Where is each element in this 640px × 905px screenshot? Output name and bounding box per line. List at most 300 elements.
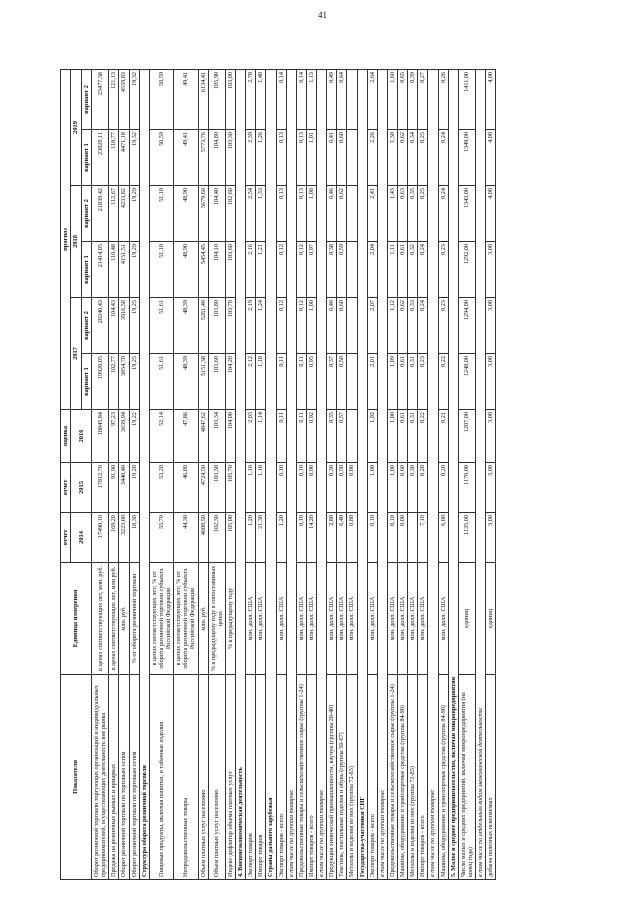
indicator-cell: Импорт товаров [256,675,266,880]
value-cell: 0,33 [408,298,418,354]
value-cell: 0,13 [276,186,286,242]
value-cell: 103,80 [208,298,225,354]
indicator-cell: Экспорт товаров [246,675,256,880]
value-cell: 1,33 [256,186,266,242]
section-row [357,69,367,879]
unit-cell: в ценах соответствующих лет, млн. руб. [92,563,109,675]
indicator-cell: Число малых и средних предприятий, включая микропредприятия (на конец года) [458,675,475,880]
value-cell: 0,12 [276,298,286,354]
value-cell: 1,10 [246,463,256,513]
value-cell [347,69,357,129]
value-cell: 0,92 [306,410,316,463]
table-row [119,69,129,879]
indicator-cell: Оборот розничной торговли по торговым сетям [119,675,129,880]
value-cell: 0,24 [438,130,448,186]
value-cell: 0,63 [398,186,408,242]
value-cell: 21414,05 [92,242,109,298]
value-cell: 0,12 [296,298,306,354]
value-cell: 47,86 [174,410,198,463]
value-cell: 0,30 [408,463,418,513]
value-cell: 4724,50 [198,463,208,513]
value-cell: 121,13 [109,69,119,129]
value-cell: 5679,60 [198,186,208,242]
value-cell: 103,60 [208,354,225,410]
value-cell: 19,20 [129,463,139,513]
value-cell: 3,00 [486,242,496,298]
value-cell [347,130,357,186]
value-cell: 0,10 [276,463,286,513]
value-cell: 19,25 [129,298,139,354]
value-cell: 103,34 [208,410,225,463]
value-cell: 44,30 [174,513,198,563]
section-row [139,69,149,879]
value-cell: 0,60 [398,463,408,513]
value-cell: 18845,84 [92,410,109,463]
indicator-cell: Оборот розничной торговли торгующих организаций и индивидуальных предпринимателей, осуществляющих деятельность вне рынка [92,675,109,880]
subheading-text: в том числе по группам товаров: [377,69,387,879]
indicator-cell: Экспорт товаров - всего [367,675,377,880]
indicator-cell: Металлы и изделия из них (группы 72-83) [347,675,357,880]
value-cell: 0,32 [408,242,418,298]
value-cell: 1,12 [387,298,397,354]
value-cell: 4,00 [486,186,496,242]
header-report-2015: отчет [61,463,71,513]
value-cell: 0,50 [337,463,347,513]
value-cell: 0,61 [398,242,408,298]
value-cell: 4,00 [486,69,496,129]
unit-cell: млн. долл. США [347,563,357,675]
value-cell: 48,39 [174,298,198,354]
value-cell: 0,31 [408,410,418,463]
indicator-cell: Металлы и изделия из них (группы 72-83) [408,675,418,880]
value-cell: 0,11 [276,410,286,463]
value-cell: 51,61 [149,298,173,354]
value-cell: 0,90 [306,463,316,513]
value-cell: 1,60 [387,69,397,129]
header-year-2019: 2019 [71,69,81,185]
section-row [266,69,276,879]
value-cell: 4233,82 [119,186,129,242]
value-cell [347,298,357,354]
table-row [92,69,109,879]
table-row [398,69,408,879]
table-row [347,69,357,879]
value-cell: 0,60 [337,130,347,186]
value-cell: 1170,00 [458,463,475,513]
unit-cell: млн. руб. [198,563,208,675]
value-cell: 2,12 [246,354,256,410]
indicator-cell: Индекс-дефлятор объема платных услуг [225,675,235,880]
value-cell: 17490,10 [92,513,109,563]
unit-cell: % к предыдущему году в сопоставимых ценах [208,563,225,675]
value-cell: 0,97 [306,242,316,298]
section-title: Структура оборота розничной торговли [139,69,149,879]
value-cell: 0,24 [438,186,448,242]
header-year-2015: 2015 [71,463,92,513]
value-cell: 104,00 [225,410,235,463]
header-year-2014: 2014 [71,513,92,563]
value-cell: 3854,70 [119,354,129,410]
value-cell: 1,00 [367,463,377,513]
value-cell: 0,59 [337,242,347,298]
section-row [448,69,458,879]
value-cell: 1,18 [256,354,266,410]
subheading-text: в том числе по группам товаров: [286,69,296,879]
section-title: Страны дальнего зарубежья [266,69,276,879]
value-cell: 102,77 [109,354,119,410]
indicator-cell: Оборот розничной торговли по торговым сетям [129,675,139,880]
value-cell: 1,11 [387,242,397,298]
table-row [408,69,418,879]
value-cell: 0,22 [438,354,448,410]
value-cell: 1,10 [256,463,266,513]
unit-cell: млн. руб. [119,563,129,675]
value-cell: 0,58 [337,354,347,410]
value-cell: 4,00 [486,130,496,186]
value-cell: 1,00 [306,298,316,354]
value-cell: 0,65 [398,69,408,129]
value-cell: 3440,40 [119,463,129,513]
value-cell: 6134,41 [198,69,208,129]
value-cell: 0,10 [367,513,377,563]
value-cell: 2,19 [246,298,256,354]
header-unit: Единица измерения [61,563,92,675]
value-cell: 2,01 [367,354,377,410]
value-cell: 0,49 [327,69,337,129]
unit-cell: млн. долл. США [256,563,266,675]
unit-cell: млн. долл. США [418,563,428,675]
value-cell: 0,13 [296,186,306,242]
unit-cell: млн. долл. США [276,563,286,675]
value-cell: 0,23 [438,298,448,354]
section-title: 5. Малое и среднее предпринимательство, включая микропредприятия [448,69,458,879]
value-cell: 0,21 [438,410,448,463]
value-cell: 0,80 [347,513,357,563]
value-cell: 105,90 [208,69,225,129]
value-cell: 104,20 [225,354,235,410]
value-cell: 5773,76 [198,130,208,186]
value-cell: 0,61 [398,410,408,463]
value-cell: 1,14 [256,410,266,463]
value-cell: 7,10 [418,513,428,563]
value-cell: 1294,00 [458,298,475,354]
value-cell: 103,00 [225,69,235,129]
indicator-cell: Машины, оборудование и транспортные средства (группы 84-90) [438,675,448,880]
table-row [337,69,347,879]
value-cell: 0,13 [296,130,306,186]
value-cell: 2,16 [246,242,256,298]
indicator-cell: Продажа на розничных рынках и ярмарках [109,675,119,880]
value-cell: 103,60 [225,242,235,298]
value-cell: 1248,00 [458,354,475,410]
value-cell: 1,01 [306,130,316,186]
value-cell: 102,60 [225,186,235,242]
value-cell: 97,23 [109,410,119,463]
value-cell: 5151,38 [198,354,208,410]
subheading-row [476,69,486,879]
value-cell: 0,25 [418,186,428,242]
unit-cell: млн. долл. США [306,563,316,675]
value-cell: 1343,00 [458,186,475,242]
section-title: 4. Внешнеэкономическая деятельность [236,69,246,879]
value-cell: 1,43 [387,186,397,242]
table-row [418,69,428,879]
table-body [92,69,496,879]
indicator-cell: Продовольственные товары и сельскохозяйственное сырье (группы 1-24) [387,675,397,880]
table-row [458,69,475,879]
value-cell: 2,78 [246,69,256,129]
value-cell: 53,20 [149,463,173,513]
unit-cell: млн. долл. США [408,563,418,675]
header-estimate: оценка [61,410,71,463]
value-cell: 4847,62 [198,410,208,463]
value-cell: 0,62 [398,130,408,186]
value-cell: 169,20 [109,513,119,563]
value-cell [408,513,418,563]
value-cell: 19920,05 [92,354,109,410]
value-cell: 0,10 [296,463,306,513]
section-row [236,69,246,879]
header-2019-var2: вариант 2 [81,69,91,129]
table-row [327,69,337,879]
header-report-2014: отчет [61,513,71,563]
value-cell: 21,30 [256,513,266,563]
value-cell: 1,20 [246,513,256,563]
value-cell: 23477,38 [92,69,109,129]
indicator-cell: Продукция химической промышленности, каучук (группы 28-40) [327,675,337,880]
value-cell: 0,22 [418,410,428,463]
value-cell: 48,39 [174,354,198,410]
value-cell: 52,14 [149,410,173,463]
unit-cell: в ценах соответствующих лет; % от оборота розничной торговли субъекта Российской Федерации [149,563,173,675]
header-year-2016: 2016 [71,410,92,463]
value-cell: 51,61 [149,354,173,410]
value-cell: 0,60 [337,298,347,354]
value-cell: 1,00 [387,410,397,463]
value-cell: 48,90 [174,186,198,242]
value-cell: 110,48 [109,242,119,298]
value-cell: 0,62 [337,186,347,242]
value-cell [347,354,357,410]
unit-cell: единиц [486,563,496,675]
table-row [109,69,119,879]
value-cell: 0,11 [296,410,306,463]
header-forecast: прогноз [61,69,71,409]
value-cell: 0,46 [327,186,337,242]
value-cell: 104,40 [208,186,225,242]
value-cell: 0,39 [408,69,418,129]
value-cell: 0,12 [276,242,286,298]
value-cell: 19,25 [129,354,139,410]
value-cell: 2,39 [246,130,256,186]
value-cell: 0,00 [398,513,408,563]
header-2019-var1: вариант 1 [81,130,91,186]
value-cell: 3,00 [486,298,496,354]
table-row [438,69,448,879]
value-cell: 0,20 [418,463,428,513]
value-cell: 14,20 [306,513,316,563]
value-cell: 0,62 [398,298,408,354]
header-year-2017: 2017 [71,298,81,410]
table-row [129,69,139,879]
value-cell: 103,30 [208,463,225,513]
value-cell: 51,10 [149,186,173,242]
header-year-2018: 2018 [71,186,81,298]
value-cell: 0,14 [276,69,286,129]
value-cell: 1,13 [306,69,316,129]
value-cell: 0,14 [296,69,306,129]
table-row [296,69,306,879]
value-cell: 0,20 [438,463,448,513]
header-2018-var2: вариант 2 [81,186,91,242]
value-cell: 19,29 [129,242,139,298]
subheading-row [317,69,327,879]
value-cell: 103,70 [225,298,235,354]
value-cell: 103,30 [225,130,235,186]
table-row [208,69,225,879]
value-cell: 2,07 [367,298,377,354]
value-cell: 50,59 [149,130,173,186]
value-cell: 23020,11 [92,130,109,186]
value-cell: 2,26 [367,130,377,186]
value-cell: 6,40 [337,513,347,563]
unit-cell: млн. долл. США [367,563,377,675]
unit-cell: млн. долл. США [296,563,306,675]
table-row [198,69,208,879]
value-cell: 0,38 [327,242,337,298]
value-cell: 0,12 [296,242,306,298]
value-cell: 1292,00 [458,242,475,298]
value-cell: 1,92 [367,410,377,463]
value-cell: 0,64 [337,69,347,129]
value-cell: 0,23 [438,242,448,298]
indicator-cell: Объем платных услуг населению [208,675,225,880]
value-cell: 1,09 [387,354,397,410]
table-row [174,69,198,879]
subheading-row [428,69,438,879]
table-row [276,69,286,879]
value-cell: 1,00 [387,463,397,513]
value-cell: 19,32 [129,69,139,129]
value-cell: 2,04 [367,242,377,298]
value-cell: 48,90 [174,242,198,298]
value-cell: 105,70 [225,463,235,513]
subheading-text: в том числе по группам товаров: [317,69,327,879]
value-cell: 5454,45 [198,242,208,298]
value-cell: 0,34 [408,130,418,186]
value-cell: 1,30 [387,130,397,186]
value-cell [347,242,357,298]
value-cell [347,186,357,242]
subheading-row [286,69,296,879]
value-cell: 0,37 [327,354,337,410]
unit-cell: млн. долл. США [246,563,256,675]
value-cell: 0,61 [398,354,408,410]
value-cell: 3916,58 [119,298,129,354]
unit-cell: млн. долл. США [398,563,408,675]
value-cell: 4151,51 [119,242,129,298]
value-cell: 2,03 [246,410,256,463]
indicator-cell: Непродовольственные товары [174,675,198,880]
unit-cell: млн. долл. США [387,563,397,675]
table-row [367,69,377,879]
value-cell: 0,13 [276,130,286,186]
indicator-cell: добыча полезных ископаемых [486,675,496,880]
value-cell: 0,95 [306,354,316,410]
value-cell: 0,35 [408,186,418,242]
indicator-cell: Машины, оборудование и транспортные средства (группы 84-90) [398,675,408,880]
table-row [486,69,496,879]
value-cell: 4559,83 [119,69,129,129]
table-row [246,69,256,879]
value-cell: 1,40 [256,69,266,129]
header-2018-var1: вариант 1 [81,242,91,298]
indicator-cell: Объем платных услуг населению [198,675,208,880]
value-cell: 104,80 [208,130,225,186]
value-cell: 1207,00 [458,410,475,463]
value-cell: 1,08 [306,186,316,242]
value-cell: 5261,40 [198,298,208,354]
value-cell: 3,00 [486,410,496,463]
value-cell: 3,00 [486,513,496,563]
value-cell: 3639,94 [119,410,129,463]
rotated-table-container [60,70,610,880]
value-cell: 2,64 [367,69,377,129]
value-cell: 2,41 [367,186,377,242]
value-cell: 19,29 [129,186,139,242]
value-cell: 0,11 [276,354,286,410]
value-cell: 19,22 [129,410,139,463]
value-cell: 20240,43 [92,298,109,354]
header-2017-var2: вариант 2 [81,298,91,354]
section-title: Государства-участники СНГ [357,69,367,879]
value-cell: 118,77 [109,130,119,186]
table-row [387,69,397,879]
value-cell: 0,10 [387,513,397,563]
table-row [306,69,316,879]
value-cell: 102,30 [208,513,225,563]
value-cell: 2,54 [246,186,256,242]
indicator-cell: Экспорт товаров - всего [276,675,286,880]
value-cell: 1,20 [276,513,286,563]
value-cell: 46,80 [174,463,198,513]
value-cell: 51,10 [149,242,173,298]
value-cell: 3,00 [486,354,496,410]
value-cell: 49,41 [174,130,198,186]
unit-cell: млн. долл. США [438,563,448,675]
unit-cell: млн. долл. США [327,563,337,675]
indicator-cell: Продовольственные товары и сельскохозяйственное сырье (группы 1-24) [296,675,306,880]
value-cell: 17812,70 [92,463,109,513]
value-cell: 0,24 [418,242,428,298]
header-2017-var1: вариант 1 [81,354,91,410]
value-cell: 0,24 [418,298,428,354]
value-cell: 4471,18 [119,130,129,186]
value-cell: 91,90 [109,463,119,513]
value-cell: 0,25 [418,130,428,186]
header-indicator: Показатели [61,675,92,880]
table-row [256,69,266,879]
table-row [149,69,173,879]
value-cell: 55,70 [149,513,173,563]
value-cell: 1,24 [256,298,266,354]
value-cell: 0,26 [438,69,448,129]
value-cell: 0,23 [418,354,428,410]
value-cell: 0,40 [327,298,337,354]
forecast-table [60,69,496,880]
indicator-cell: Импорт товаров - всего [306,675,316,880]
value-cell: 6,00 [438,513,448,563]
